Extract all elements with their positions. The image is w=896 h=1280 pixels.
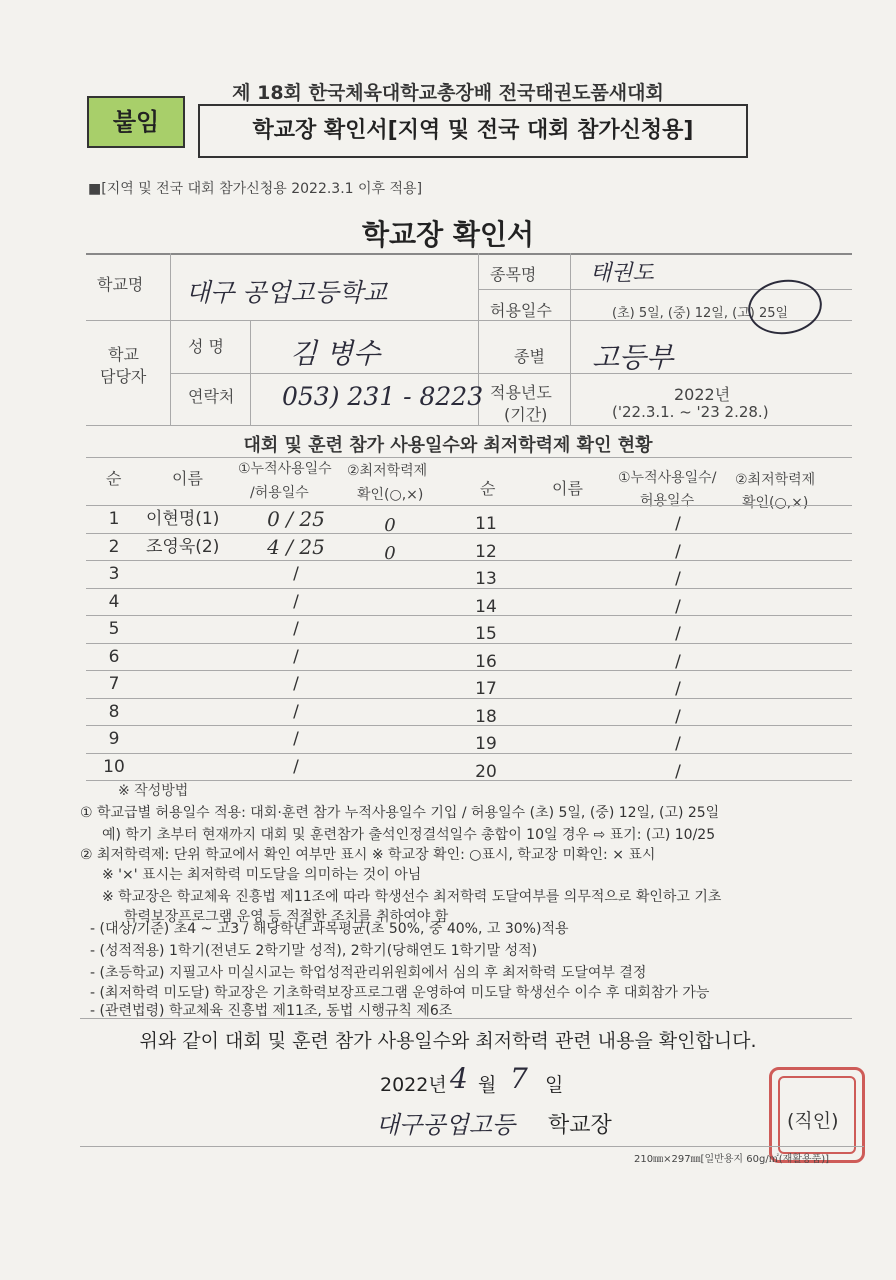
note-1b: 예) 학기 초부터 현재까지 대회 및 훈련참가 출석인정결석일수 총합이 10일 경우 ⇨ 표기: (고) 10/25 bbox=[102, 827, 716, 843]
row-days: / bbox=[293, 647, 299, 667]
date-month-value: 4 bbox=[450, 1062, 468, 1095]
row-days: / bbox=[293, 729, 299, 749]
attach-badge bbox=[87, 96, 185, 148]
row-no-right: 15 bbox=[475, 624, 497, 644]
name-value: 김 병수 bbox=[290, 337, 381, 370]
row-days-right: / bbox=[675, 734, 681, 754]
row-no: 5 bbox=[108, 619, 120, 639]
row-name: 조영욱(2) bbox=[146, 537, 220, 557]
row-no: 4 bbox=[108, 592, 120, 612]
notes-bottom-line bbox=[80, 1018, 852, 1019]
row-divider bbox=[86, 725, 852, 726]
seal-label: (직인) bbox=[787, 1110, 839, 1132]
detail-3: - (초등학교) 지필고사 미실시교는 학업성적관리위원회에서 심의 후 최저학력 도달여부 결정 bbox=[90, 965, 647, 981]
row-divider bbox=[86, 780, 852, 781]
row-no-right: 19 bbox=[475, 734, 497, 754]
row-no-right: 12 bbox=[475, 542, 497, 562]
row-days: / bbox=[293, 702, 299, 722]
h-check-r2: 확인(○,×) bbox=[742, 495, 809, 511]
detail-5: - (관련법령) 학교체육 진흥법 제11조, 동법 시행규칙 제6조 bbox=[90, 1003, 453, 1019]
date-day: 일 bbox=[545, 1074, 564, 1096]
row-check bbox=[360, 731, 420, 761]
form-line-2 bbox=[86, 425, 852, 426]
doc-title: 학교장 확인서[지역 및 전국 대회 참가신청용] bbox=[252, 118, 694, 143]
row-no-right: 18 bbox=[475, 707, 497, 727]
allowed-value: (초) 5일, (중) 12일, (고) 25일 bbox=[612, 306, 789, 321]
circle-mark-icon bbox=[745, 275, 826, 339]
row-days-right: / bbox=[675, 679, 681, 699]
row-no-right: 14 bbox=[475, 597, 497, 617]
form-line-name bbox=[170, 373, 478, 374]
row-days: / bbox=[293, 564, 299, 584]
note-4b: 학력보장프로그램 운영 등 적절한 조치를 취하여야 함 bbox=[124, 909, 449, 925]
row-check bbox=[360, 594, 420, 624]
row-check: 0 bbox=[384, 543, 396, 564]
h-days-1: ①누적사용일수 bbox=[238, 461, 332, 477]
row-no: 2 bbox=[108, 537, 120, 557]
attach-label: 붙임 bbox=[112, 108, 160, 136]
detail-2: - (성적적용) 1학기(전년도 2학기말 성적), 2학기(당해연도 1학기말 성적) bbox=[90, 943, 538, 959]
row-check bbox=[360, 649, 420, 679]
form-vline-1 bbox=[170, 253, 171, 425]
row-divider bbox=[86, 753, 852, 754]
row-days: / bbox=[293, 674, 299, 694]
row-days-right: / bbox=[675, 707, 681, 727]
form-vline-2 bbox=[250, 320, 251, 425]
row-days-right: / bbox=[675, 514, 681, 534]
year-label-2: (기간) bbox=[504, 405, 548, 424]
paper-spec: 210㎜×297㎜[일반용지 60g/㎡(재활용품)] bbox=[634, 1154, 830, 1165]
row-name: 이현명(1) bbox=[146, 509, 220, 529]
school-signature: 대구공업고등 bbox=[376, 1111, 516, 1139]
row-no: 6 bbox=[108, 647, 120, 667]
h-no: 순 bbox=[106, 469, 122, 488]
row-no-right: 16 bbox=[475, 652, 497, 672]
footer-line bbox=[80, 1146, 864, 1147]
row-days-right: / bbox=[675, 652, 681, 672]
main-title: 학교장 확인서 bbox=[361, 218, 535, 251]
school-value: 대구 공업고등학교 bbox=[186, 278, 388, 307]
school-label: 학교명 bbox=[97, 275, 144, 294]
row-no: 8 bbox=[108, 702, 120, 722]
row-days: / bbox=[293, 592, 299, 612]
table-title: 대회 및 훈련 참가 사용일수와 최저학력제 확인 현황 bbox=[243, 435, 653, 456]
h-name-right: 이름 bbox=[552, 479, 583, 498]
row-days: / bbox=[293, 757, 299, 777]
row-no-right: 11 bbox=[475, 514, 497, 534]
row-check bbox=[360, 759, 420, 789]
form-vline-4 bbox=[570, 253, 571, 425]
doc-title-box bbox=[198, 104, 748, 158]
detail-1: - (대상/기준) 초4 ~ 고3 / 해당학년 과목평균(초 50%, 중 40%, 고 30%)적용 bbox=[90, 921, 569, 937]
row-check bbox=[360, 566, 420, 596]
division-label: 종별 bbox=[514, 347, 545, 366]
h-check-1: ②최저학력제 bbox=[347, 463, 428, 479]
row-divider bbox=[86, 588, 852, 589]
row-divider bbox=[86, 670, 852, 671]
staff-label-1: 학교 bbox=[108, 345, 139, 364]
row-days-right: / bbox=[675, 762, 681, 782]
row-divider bbox=[86, 560, 852, 561]
detail-4: - (최저학력 미도달) 학교장은 기초학력보장프로그램 운영하여 미도달 학생선수 이수 후 대회참가 가능 bbox=[90, 985, 710, 1001]
allowed-label: 허용일수 bbox=[490, 301, 552, 320]
h-name: 이름 bbox=[172, 469, 203, 488]
date-month: 월 bbox=[478, 1074, 497, 1096]
date-day-value: 7 bbox=[510, 1062, 528, 1095]
note-3: ※ '×' 표시는 최저학력 미도달을 의미하는 것이 아님 bbox=[102, 867, 422, 883]
h-check-2: 확인(○,×) bbox=[357, 487, 424, 503]
row-no: 9 bbox=[108, 729, 120, 749]
date-year: 2022년 bbox=[380, 1074, 447, 1096]
row-days: 0 / 25 bbox=[267, 507, 325, 531]
row-days-right: / bbox=[675, 597, 681, 617]
h-days-r2: 허용일수 bbox=[640, 493, 695, 509]
h-days-r1: ①누적사용일수/ bbox=[618, 470, 717, 486]
row-no: 7 bbox=[108, 674, 120, 694]
division-value: 고등부 bbox=[592, 341, 674, 374]
year-value: 2022년 bbox=[674, 385, 731, 404]
period-value: ('22.3.1. ~ '23 2.28.) bbox=[612, 403, 769, 421]
row-days-right: / bbox=[675, 542, 681, 562]
h-no-right: 순 bbox=[480, 479, 496, 498]
contact-label: 연락처 bbox=[188, 387, 235, 406]
row-check bbox=[360, 676, 420, 706]
row-no: 10 bbox=[103, 757, 125, 777]
note-1a: ① 학교급별 허용일수 적용: 대회·훈련 참가 누적사용일수 기입 / 허용일수 (초) 5일, (중) 12일, (고) 25일 bbox=[80, 805, 720, 821]
h-days-2: /허용일수 bbox=[250, 485, 309, 501]
form-top-line bbox=[86, 253, 852, 255]
year-label-1: 적용년도 bbox=[490, 383, 552, 402]
row-divider bbox=[86, 615, 852, 616]
note-2: ② 최저학력제: 단위 학교에서 확인 여부만 표시 ※ 학교장 확인: ○표시, 학교장 미확인: × 표시 bbox=[80, 847, 656, 863]
row-days-right: / bbox=[675, 569, 681, 589]
row-no: 3 bbox=[108, 564, 120, 584]
row-days: 4 / 25 bbox=[267, 535, 325, 559]
confirm-statement: 위와 같이 대회 및 훈련 참가 사용일수와 최저학력 관련 내용을 확인합니다. bbox=[139, 1030, 757, 1052]
note-4a: ※ 학교장은 학교체육 진흥법 제11조에 따라 학생선수 최저학력 도달여부를 의무적으로 확인하고 기초 bbox=[102, 889, 722, 905]
row-days-right: / bbox=[675, 624, 681, 644]
table-top-line bbox=[86, 457, 852, 458]
staff-label-2: 담당자 bbox=[100, 367, 147, 386]
notes-title: ※ 작성방법 bbox=[118, 783, 189, 799]
row-check: 0 bbox=[384, 515, 396, 536]
row-no-right: 13 bbox=[475, 569, 497, 589]
row-check bbox=[360, 704, 420, 734]
row-divider bbox=[86, 643, 852, 644]
sport-label: 종목명 bbox=[490, 265, 537, 284]
row-no: 1 bbox=[108, 509, 120, 529]
contact-value: 053) 231 - 8223 bbox=[282, 382, 484, 411]
row-divider bbox=[86, 698, 852, 699]
name-label: 성 명 bbox=[188, 337, 224, 356]
event-title: 제 18회 한국체육대학교총장배 전국태권도품새대회 bbox=[232, 82, 664, 104]
row-no-right: 17 bbox=[475, 679, 497, 699]
row-no-right: 20 bbox=[475, 762, 497, 782]
row-days: / bbox=[293, 619, 299, 639]
h-check-r1: ②최저학력제 bbox=[735, 472, 816, 488]
row-check bbox=[360, 621, 420, 651]
principal-label: 학교장 bbox=[548, 1113, 612, 1138]
apply-note: ■[지역 및 전국 대회 참가신청용 2022.3.1 이후 적용] bbox=[88, 181, 423, 197]
sport-value: 태권도 bbox=[590, 261, 654, 286]
